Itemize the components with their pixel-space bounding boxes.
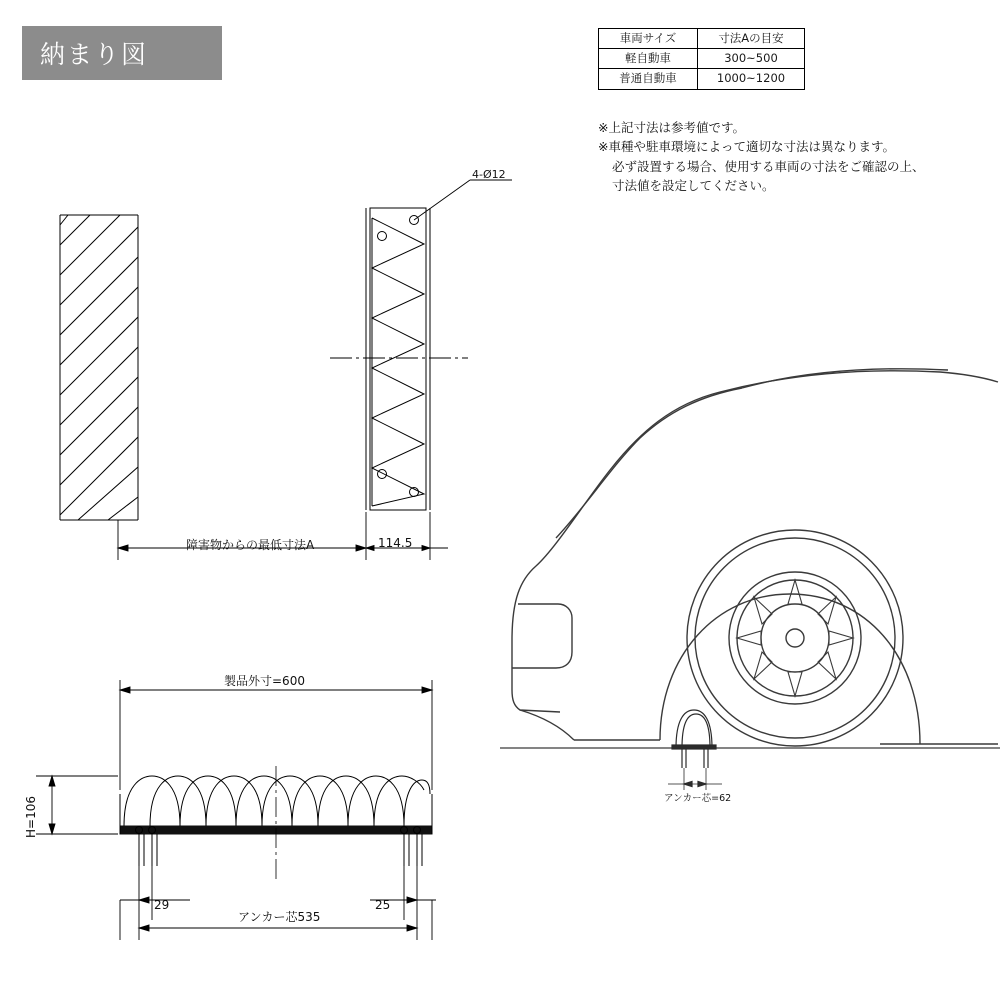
table-cell: 1000~1200 [698,69,805,89]
stopper-small-view [668,710,722,790]
hole-callout-label: 4-Ø12 [472,168,506,181]
wall-hatch [60,215,138,520]
table-cell: 軽自動車 [599,49,698,69]
height-label: H=106 [24,796,38,838]
spring-plan-view [366,180,512,510]
note-line: 寸法値を設定してください。 [612,178,775,194]
table-header-cell: 寸法Aの目安 [698,29,805,49]
product-width-label: 製品外寸=600 [224,674,305,688]
width-label: 114.5 [378,536,413,550]
table-cell: 普通自動車 [599,69,698,89]
note-line: ※上記寸法は参考値です。 [598,120,745,135]
anchor-left-label: 29 [154,898,170,912]
car-illustration [512,369,998,744]
anchor-right-label: 25 [375,898,391,912]
car-wheel [687,530,903,746]
min-distance-label: 障害物からの最低寸法A [186,538,315,552]
front-view-spring [120,766,432,880]
note-line: ※車種や駐車環境によって適切な寸法は異なります。 [598,139,895,155]
page-title-label: 納まり図 [40,40,149,69]
table-cell: 300~500 [698,49,805,69]
table-header-cell: 車両サイズ [599,29,698,49]
anchor-center-label: アンカー芯535 [238,910,321,924]
car-anchor-label: アンカー芯=62 [664,793,732,804]
note-line: 必ず設置する場合、使用する車両の寸法をご確認の上、 [612,158,925,174]
